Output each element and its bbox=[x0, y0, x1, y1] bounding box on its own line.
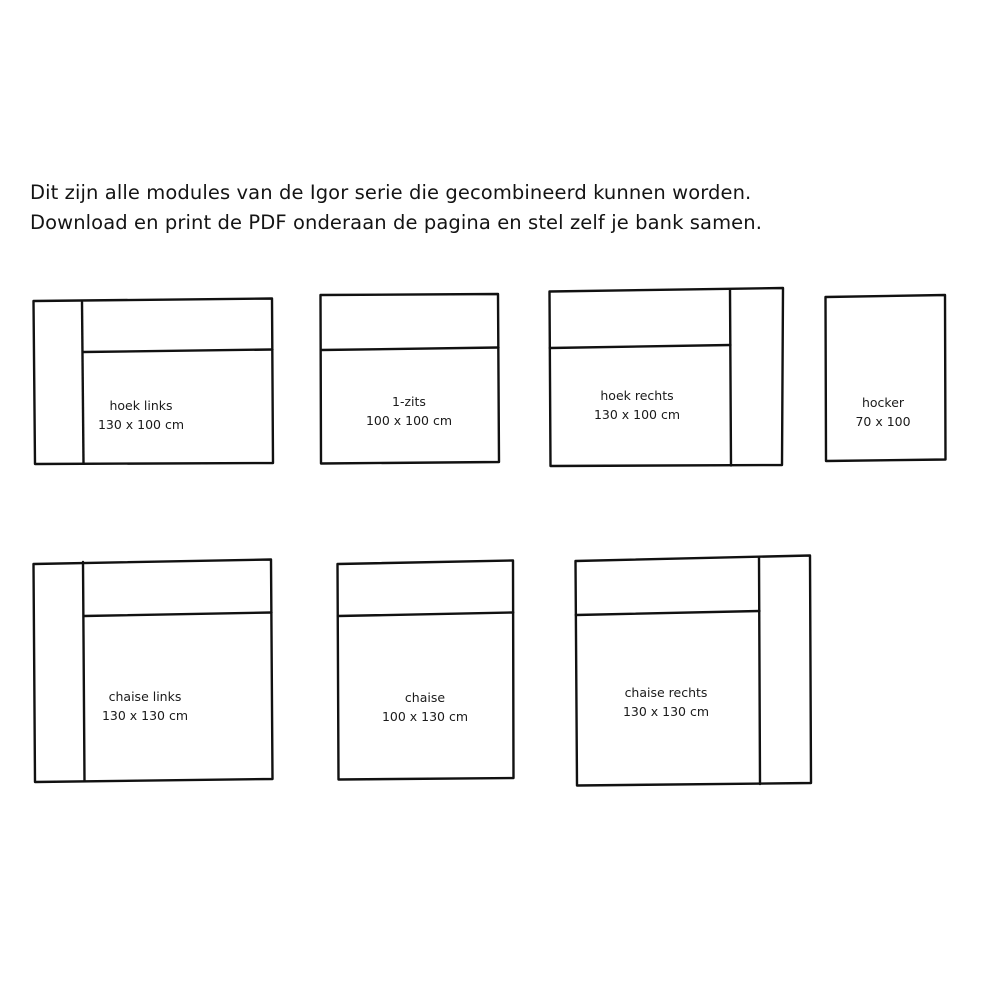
module-hoek-links[interactable] bbox=[31, 296, 275, 466]
module-name: hoek rechts bbox=[600, 388, 674, 403]
module-hocker[interactable] bbox=[823, 293, 947, 463]
module-chaise-rechts[interactable] bbox=[573, 553, 813, 788]
module-name: hocker bbox=[861, 395, 905, 410]
module-size: 130 x 100 cm bbox=[97, 417, 185, 432]
module-name: chaise bbox=[404, 690, 446, 705]
intro-line-2: Download en print de PDF onderaan de pagina en stel zelf je bank samen. bbox=[30, 211, 763, 234]
module-chaise-links[interactable] bbox=[31, 557, 275, 785]
module-hoek-rechts[interactable] bbox=[547, 286, 785, 468]
module-size: 100 x 130 cm bbox=[381, 709, 469, 724]
module-name: chaise rechts bbox=[624, 685, 708, 700]
intro-line-1: Dit zijn alle modules van de Igor serie die gecombineerd kunnen worden. bbox=[30, 181, 752, 204]
module-size: 100 x 100 cm bbox=[365, 413, 453, 428]
module-name: hoek links bbox=[109, 398, 173, 413]
module-size: 130 x 130 cm bbox=[101, 708, 189, 723]
module-name: 1-zits bbox=[392, 394, 426, 409]
module-name: chaise links bbox=[108, 689, 182, 704]
module-1-zits[interactable] bbox=[318, 292, 500, 466]
module-size: 130 x 100 cm bbox=[593, 407, 681, 422]
module-chaise[interactable] bbox=[335, 558, 515, 782]
module-size: 130 x 130 cm bbox=[622, 704, 710, 719]
module-size: 70 x 100 bbox=[855, 414, 911, 429]
